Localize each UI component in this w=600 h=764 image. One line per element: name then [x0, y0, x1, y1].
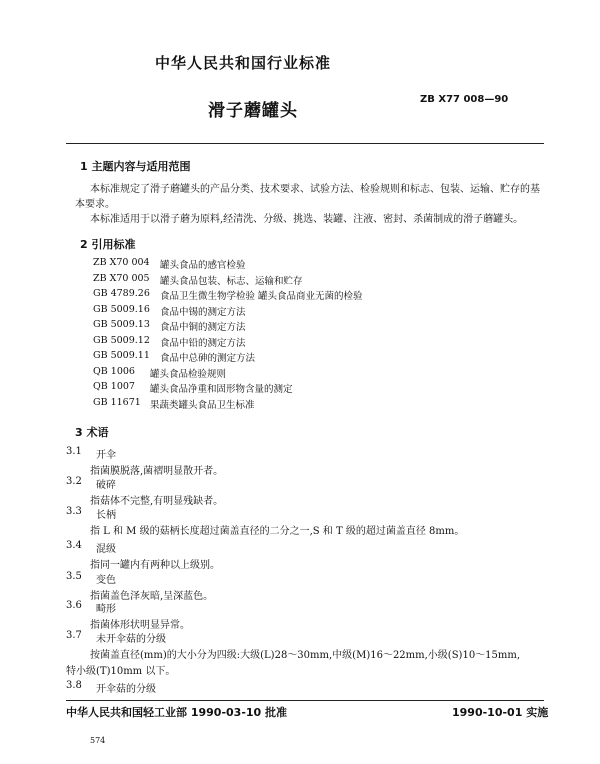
reference-code: GB 11671 — [93, 396, 141, 408]
term-number: 3.5 — [66, 571, 82, 582]
term-number: 3.4 — [66, 540, 82, 551]
term-heading: 开伞菇的分级 — [96, 684, 156, 695]
term-definition: 指菇体不完整,有明显残缺者。 — [90, 496, 224, 507]
term-definition: 指 L 和 M 级的菇柄长度超过菌盖直径的二分之一,S 和 T 级的超过菌盖直径 8mm。 — [90, 526, 465, 537]
reference-name: 食品中总砷的测定方法 — [160, 353, 256, 364]
section-1-para-1-line-2: 本要求。 — [75, 199, 115, 210]
document-title: 滑子蘑罐头 — [208, 101, 298, 121]
term-number: 3.1 — [66, 446, 82, 457]
reference-name: 罐头食品的感官检验 — [160, 260, 246, 271]
section-1-heading: 1 主题内容与适用范围 — [80, 160, 191, 173]
reference-name: 食品中铜的测定方法 — [160, 322, 246, 333]
term-number: 3.2 — [66, 476, 82, 487]
reference-name: 罐头食品净重和固形物含量的测定 — [150, 384, 293, 395]
term-number: 3.8 — [66, 680, 82, 691]
term-heading: 长柄 — [96, 510, 116, 521]
term-heading: 开伞 — [96, 450, 116, 461]
reference-code: GB 5009.16 — [93, 303, 150, 315]
page-number: 574 — [90, 736, 106, 745]
reference-name: 食品中铅的测定方法 — [160, 337, 246, 349]
section-2-heading: 2 引用标准 — [80, 238, 136, 251]
reference-code: GB 5009.13 — [93, 319, 150, 330]
effective-date: 1990-10-01 实施 — [452, 706, 549, 719]
term-heading: 未开伞菇的分级 — [96, 634, 166, 645]
term-definition: 指同一罐内有两种以上级别。 — [90, 560, 220, 571]
reference-code: ZB X70 005 — [93, 272, 150, 284]
reference-code: QB 1007 — [93, 381, 135, 392]
reference-code: QB 1006 — [93, 365, 135, 377]
section-1-para-1-line-1: 本标准规定了滑子蘑罐头的产品分类、技术要求、试验方法、检验规则和标志、包装、运输、贮存的基 — [90, 184, 540, 195]
term-heading: 畸形 — [96, 604, 116, 615]
reference-code: GB 5009.11 — [93, 350, 150, 361]
footer-divider — [66, 700, 544, 701]
term-definition: 指菌体形状明显异常。 — [90, 620, 190, 631]
term-heading: 破碎 — [96, 480, 116, 491]
term-definition-continued: 特小级(T)10mm 以下。 — [66, 666, 176, 677]
term-number: 3.6 — [66, 600, 82, 611]
term-heading: 变色 — [96, 575, 116, 586]
section-1-para-2: 本标准适用于以滑子蘑为原料,经清洗、分级、挑选、装罐、注液、密封、杀菌制成的滑子蘑罐头。 — [90, 214, 524, 225]
reference-name: 罐头食品包装、标志、运输和贮存 — [160, 275, 303, 287]
term-definition: 指菌盖色泽灰暗,呈深蓝色。 — [90, 591, 214, 602]
reference-name: 食品卫生微生物学检验 罐头食品商业无菌的检验 — [160, 291, 363, 302]
standard-title: 中华人民共和国行业标准 — [155, 54, 332, 72]
term-number: 3.7 — [66, 630, 82, 641]
section-3-heading: 3 术语 — [75, 426, 109, 439]
term-definition: 指菌膜脱落,菌褶明显散开者。 — [90, 466, 224, 477]
term-definition: 按菌盖直径(mm)的大小分为四级:大级(L)28～30mm,中级(M)16～22mm,小级(S)10～15mm, — [90, 650, 521, 661]
term-number: 3.3 — [66, 506, 82, 517]
reference-name: 罐头食品检验规则 — [150, 368, 227, 380]
reference-name: 食品中锡的测定方法 — [160, 306, 246, 318]
reference-code: GB 4789.26 — [93, 288, 150, 299]
standard-code: ZB X77 008—90 — [420, 94, 509, 105]
top-divider — [66, 143, 544, 144]
reference-code: ZB X70 004 — [93, 257, 150, 268]
reference-code: GB 5009.12 — [93, 334, 150, 346]
reference-name: 果蔬类罐头食品卫生标准 — [150, 399, 255, 411]
issuer-approval: 中华人民共和国轻工业部 1990-03-10 批准 — [66, 706, 288, 719]
term-heading: 混级 — [96, 544, 116, 555]
